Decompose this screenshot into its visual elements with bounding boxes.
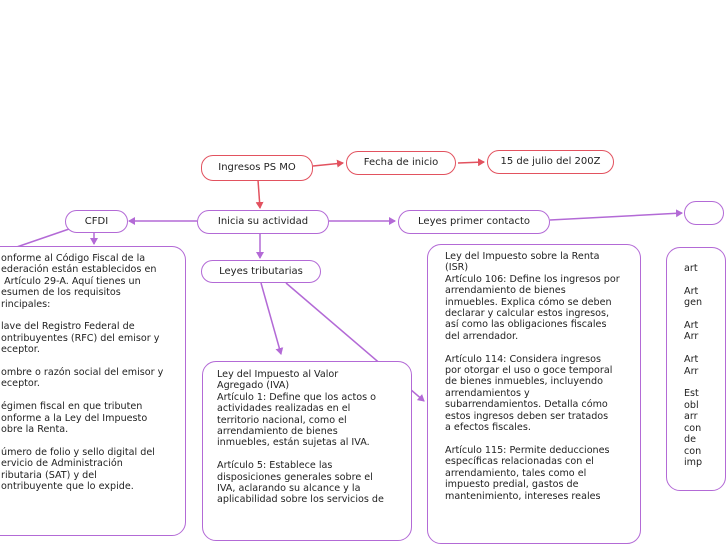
link-leyes-primer-right xyxy=(550,213,682,220)
node-inicia-actividad[interactable] xyxy=(197,210,329,234)
right-partial-text: art Art gen Art Arr Art Arr Est obl arr con de con imp xyxy=(684,263,703,468)
node-fecha-inicio[interactable] xyxy=(346,151,456,175)
isr-law-text: Ley del Impuesto sobre la Renta (ISR) Artículo 106: Define los ingresos por arrendamiento de bienes inmuebles. Explica cómo se deben declarar y calcular estos ingresos, así como las obligaciones fiscales del arrendador. Artículo 114: Considera ingresos por otorgar el uso o goce temporal de bienes inmuebles, incluyendo arrendamientos y subarrendamientos. Detalla cómo estos ingresos deben ser tratados a efectos fiscales. Artículo 115: Permite deducciones específicas relacionadas con el arrendamiento, tales como el impuesto predial, gastos de mantenimiento, intereses reales xyxy=(445,251,620,502)
node-cfdi-label: CFDI xyxy=(84,215,109,227)
node-leyes-tributarias-label: Leyes tributarias xyxy=(219,265,303,277)
node-right-offscreen[interactable] xyxy=(684,201,724,225)
link-fecha-valor xyxy=(458,162,484,163)
link-ingresos-inicia xyxy=(258,180,260,208)
node-fecha-valor[interactable] xyxy=(487,150,614,174)
cfdi-requirements-text: onforme al Código Fiscal de la ederación están establecidos en Artículo 29-A. Aquí tienes un esumen de los requisitos rincipales: lave del Registro Federal de ontribuyentes (RFC) del emisor y eceptor. ombre o razón social del emisor y eceptor. égimen fiscal en que tributen onforme a la Ley del Impuesto obre la Renta. úmero de folio y sello digital del ervicio de Administración ributaria (SAT) y del ontribuyente que lo expide. xyxy=(1,253,164,493)
node-ingresos-label: Ingresos PS MO xyxy=(218,162,296,173)
right-partial-box xyxy=(666,247,726,491)
node-fecha-valor-label: 15 de julio del 200Z xyxy=(500,156,601,167)
node-inicia-actividad-label: Inicia su actividad xyxy=(217,216,309,227)
node-leyes-tributarias[interactable] xyxy=(201,260,321,283)
node-leyes-primer-contacto[interactable] xyxy=(398,210,550,234)
isr-law-box xyxy=(427,244,641,544)
node-ingresos[interactable] xyxy=(201,155,313,181)
iva-law-box xyxy=(202,361,412,541)
link-ingresos-fecha xyxy=(313,163,343,166)
link-trib-iva xyxy=(261,283,281,354)
node-leyes-primer-contacto-label: Leyes primer contacto xyxy=(418,216,530,227)
iva-law-text: Ley del Impuesto al Valor Agregado (IVA) Artículo 1: Define que los actos o actividades realizadas en el territorio nacional, como el arrendamiento de bienes inmuebles, están sujetas al IVA. Artículo 5: Establece las disposiciones generales sobre el IVA, aclarando su alcance y la aplicabilidad sobre los servicios de xyxy=(217,369,384,506)
node-fecha-inicio-label: Fecha de inicio xyxy=(363,157,439,168)
node-cfdi[interactable] xyxy=(65,210,128,233)
cfdi-requirements-box xyxy=(0,246,186,536)
